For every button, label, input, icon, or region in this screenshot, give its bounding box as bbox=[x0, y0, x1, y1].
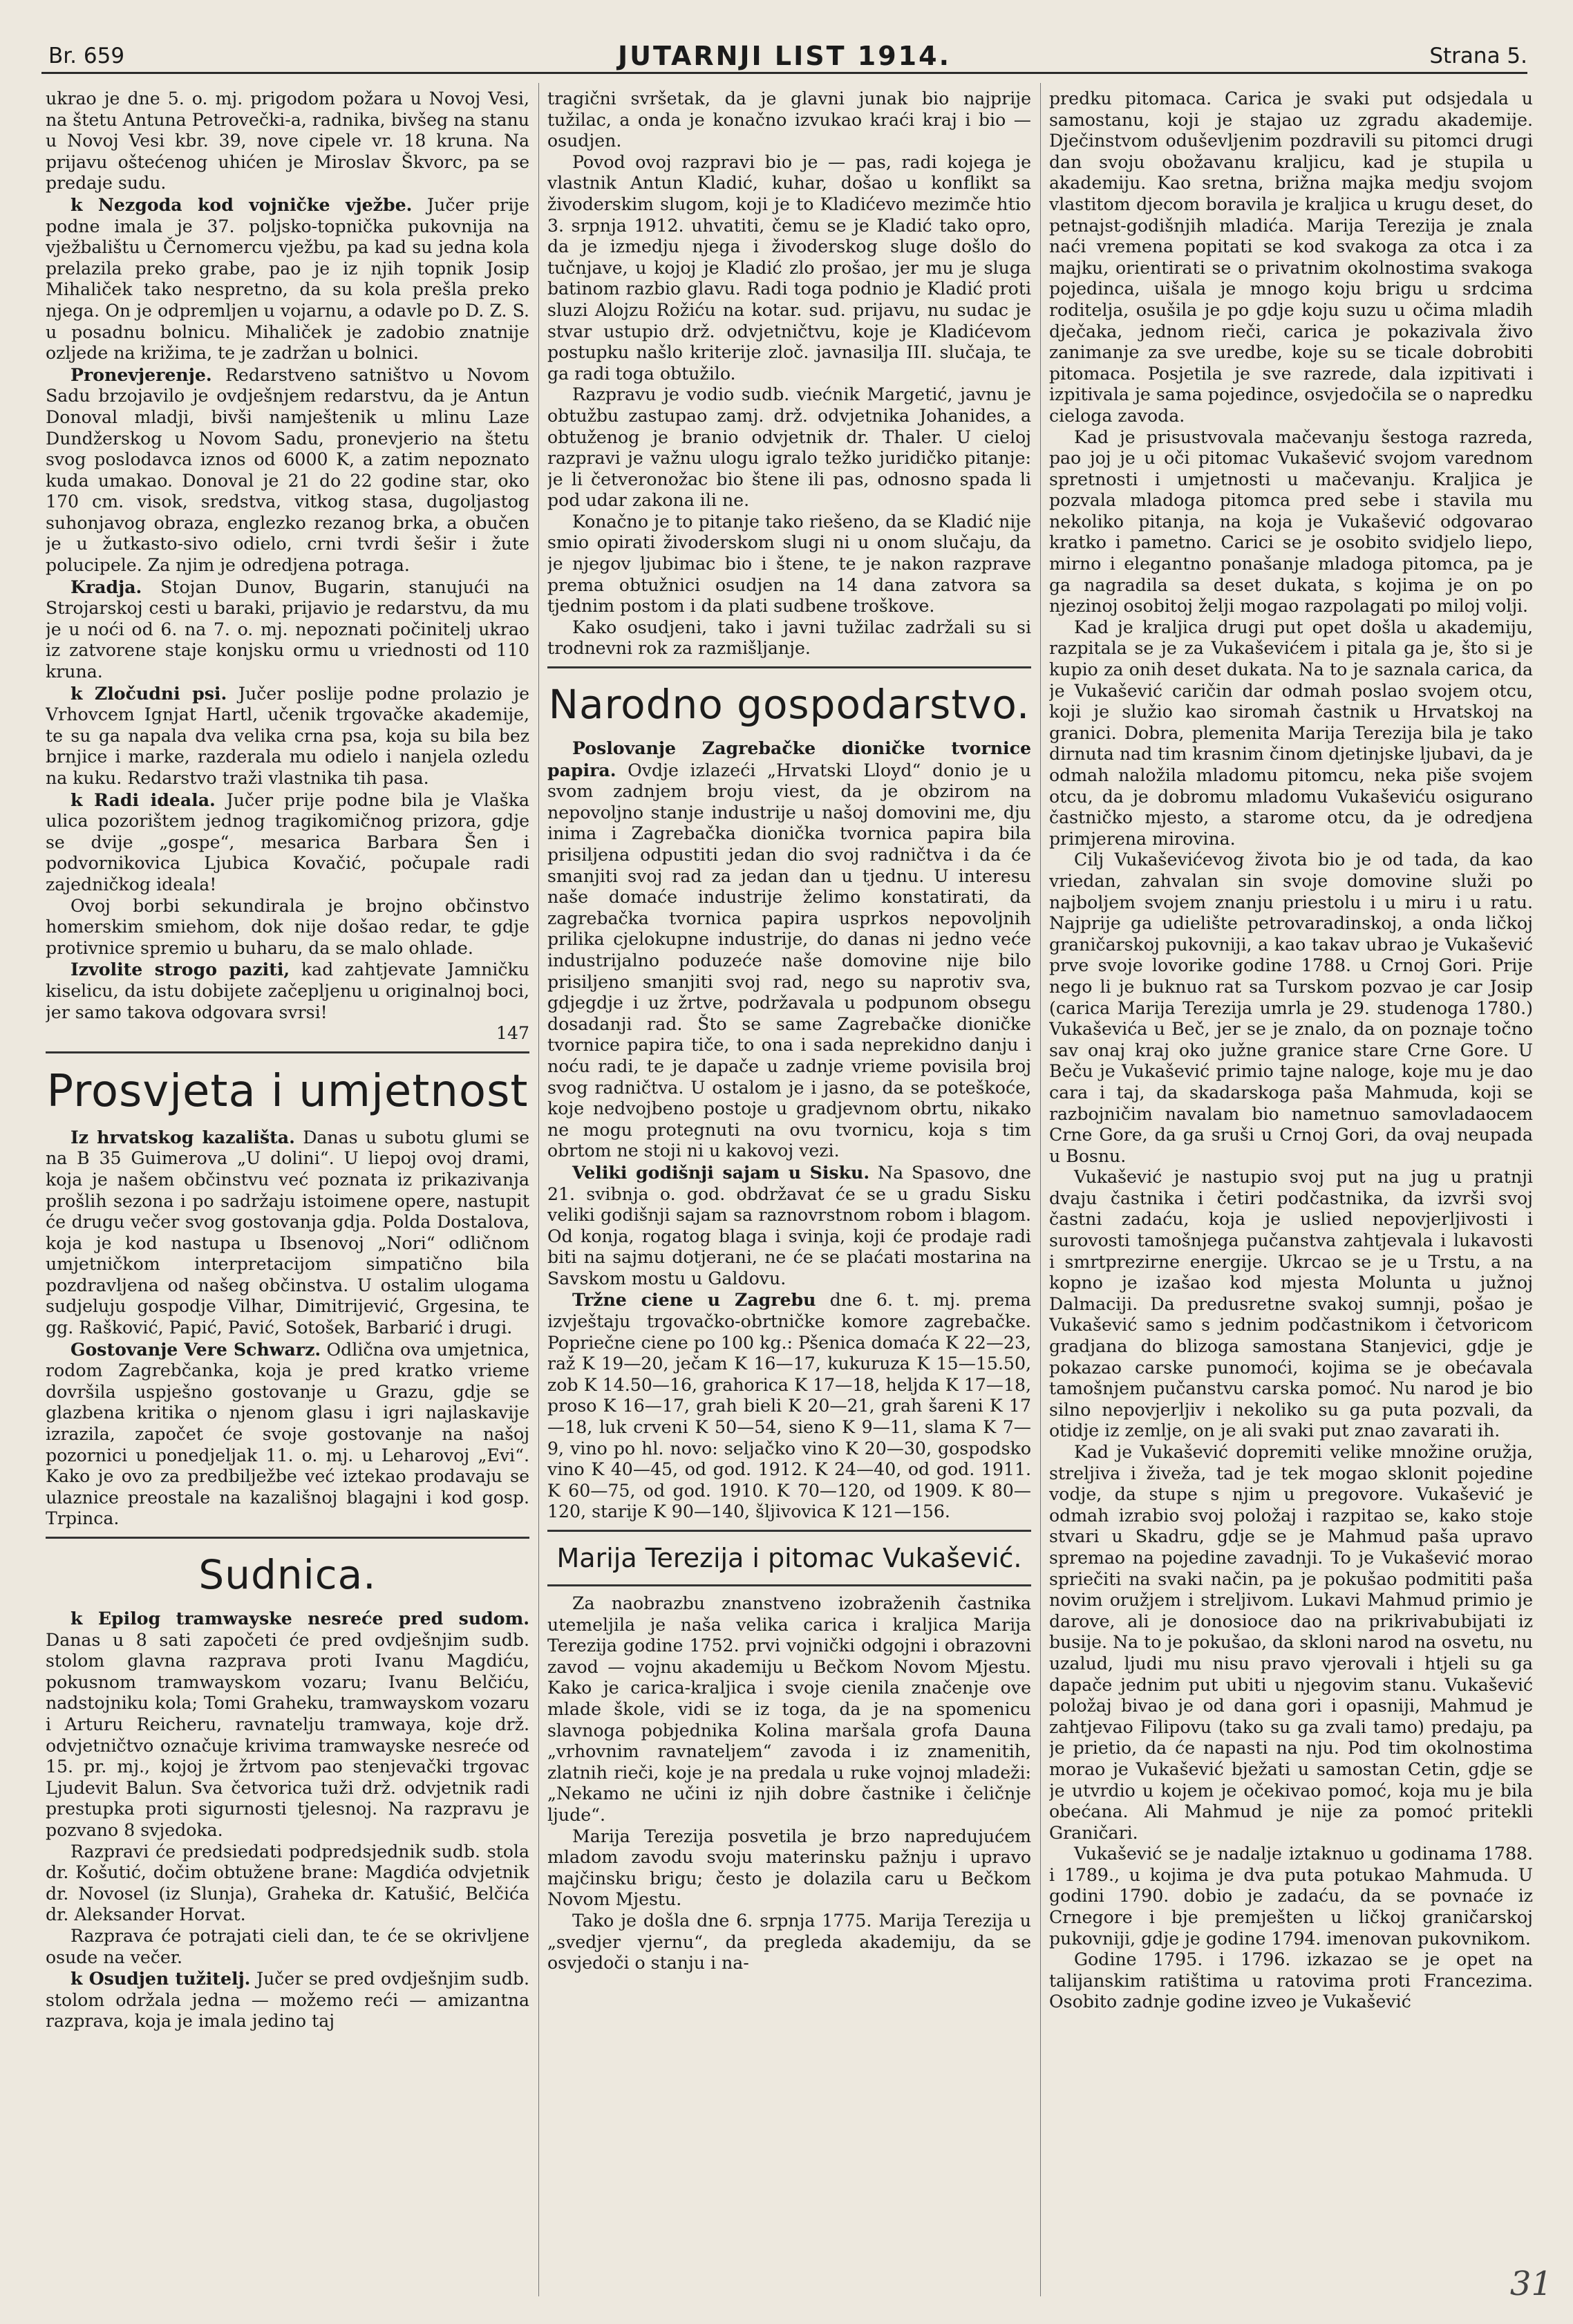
article bbox=[46, 1127, 529, 1339]
article-text: Danas u 8 sati započeti će pred ovdješnjim sudb. stolom glavna razprava proti Ivanu Magdiću, pokusnom tramwayskom vozaru; Ivanu Belčiću, nadstojniku kola; Tomi Graheku, tramwayskom vozaru i Arturu Reicheru, ravnatelju tramwaya, koje drž. odvjetničtvo označuje krivima tramwayske nesreće od 15. pr. mj., kojoj je žrtvom pao stenjevački trgovac Ljudevit Balun. Sva četvorica tuži drž. odvjetnik radi prestupka proti sigurnosti tjelesnoj. Na razpravu je pozvano 8 svjedoka. bbox=[46, 1629, 529, 1840]
article-text: Na Spasovo, dne 21. svibnja o. god. obdržavat će se u gradu Sisku veliki godišnji sajam sa raznovrstnom robom i blagom. Od konja, rogatog blaga i svinja, koji će prodaje radi biti na sajmu dotjerani, ne će se plaćati mostarina na Savskom mostu u Galdovu. bbox=[547, 1162, 1031, 1288]
article-text: Kad je prisustvovala mačevanju šestoga razreda, pao joj je u oči pitomac Vukašević svojom varednom spretnosti i umjetnosti u mačevanju. Kraljica je pozvala mladoga pitomca pred sebe i stavila mu nekoliko pitanja, na koja je Vukašević odgovarao kratko i pametno. Carici se je osobito svidjelo liepo, mirno i elegantno ponašanje mladoga pitomca, pa je ga nagradila sa deset dukata, s kojima je on po njezinoj osobitoj želji mogao razpolagati po miloj volji. bbox=[1049, 427, 1533, 617]
article-text: predku pitomaca. Carica je svaki put odsjedala u samostanu, koji je stajao uz zgradu akademije. Dječinstvom oduševljenim pozdravili su pitomci drugi dan svoju obožavanu kraljicu, kad je stupila u akademiju. Kao sretna, brižna majka medju svojom vlastitom djecom boravila je kraljica u krugu deset, do petnajst-godišnjih mladića. Marija Terezija je znala naći vremena popitati se kod svakoga za otca i za majku, orientirati se o privatnim okolnostima svakoga pojedinca, uišala je mnogo koju brigu u srdcima roditelja, osušila je po gdje koju suzu u očima mladih dječaka, jednom rieči, carica je pokazivala živo zanimanje za sve uredbe, koje su se ticale dobrobiti pitomaca. Posjetila je sve razrede, dala izpitivati i izpitivala je sama pojedince, osvjedočila se o napredku cieloga zavoda. bbox=[1049, 88, 1533, 426]
feature-title-box bbox=[547, 1530, 1031, 1586]
article-text: Jučer poslije podne prolazio je Vrhovcem Ignjat Hartl, učenik trgovačke akademije, te su ga napala dva velika crna psa, koja su bila bez brnjice i marke, razderala mu odielo i nanjela ozledu na kuku. Redarstvo traži vlastnika tih pasa. bbox=[46, 683, 529, 788]
column-divider bbox=[538, 83, 539, 2296]
article-text: Jučer prije podne bila je Vlaška ulica pozorištem jednog tragikomičnog prizora, gdje se dvije „gospe“, mesarica Barbara Šen i podvornikovica Ljubica Kovačić, počupale radi zajedničkog ideala! bbox=[46, 789, 529, 894]
article-text: Kad je kraljica drugi put opet došla u akademiju, razpitala se je za Vukaševićem i pitala ga je, što si je kupio za onih deset dukata. Na to je saznala carica, da je Vukašević caričin dar odmah poslao svojem otcu, koji je služio kao siromah častnik u Hrvatskoj na granici. Dobra, plemenita Marija Terezija bila je tako dirnuta nad tim krasnim činom djetinjske ljubavi, da je odmah naložila mladomu pitomcu, neka piše svojem otcu, da je dobromu mladomu Vukaševiću osigurano častničko mjesto, a starome otcu, da je odredjena primjerena mirovina. bbox=[1049, 617, 1533, 849]
article bbox=[547, 1289, 1031, 1523]
newspaper-title: JUTARNJI LIST 1914. bbox=[617, 41, 951, 71]
ad-number: 147 bbox=[496, 1023, 529, 1044]
article-heading: Gostovanje Vere Schwarz. bbox=[70, 1338, 321, 1360]
article bbox=[46, 1968, 529, 2032]
article bbox=[46, 683, 529, 789]
article bbox=[46, 1339, 529, 1530]
article-text: dne 6. t. mj. prema izvještaju trgovačko-obrtničke komore zagrebačke. Popriečne ciene po 100 kg.: Pšenica domaća K 22—23, raž K 19—20, ječam K 16—17, kukuruza K 15—15.50, zob K 14.50—16, grahorica K 17—18, heljda K 17—18, proso K 16—17, grah bieli K 20—21, grah šareni K 17—18, luk crveni K 50—54, sieno K 9—11, slama K 7—9, vino po hl. novo: seljačko vino K 20—30, gospodsko vino K 40—45, od god. 1912. K 24—40, od god. 1911. K 60—75, od god. 1910. K 70—120, od 1909. K 80—120, starije K 90—140, šljivovica K 121—156. bbox=[547, 1290, 1031, 1522]
article bbox=[46, 194, 529, 364]
article-heading: Poslovanje Zagrebačke dioničke tvornice papira. bbox=[547, 738, 1031, 780]
ad-text: kad zahtjevate Jamničku kiselicu, da istu dobijete začepljenu u originalnoj boci, jer samo takova odgovara svrsi! bbox=[46, 959, 529, 1022]
article-text: Vukašević se je nadalje iztaknuo u godinama 1788. i 1789., u kojima je dva puta potukao Mahmuda. U godini 1790. dobio je zadaću, da se povnaće iz Crnegore i bje premješten u ličkoj graničarskoj pukovniji, gdje je godine 1794. imenovan pukovnikom. bbox=[1049, 1844, 1533, 1949]
article-text: Vukašević je nastupio svoj put na jug u pratnji dvaju častnika i četiri podčastnika, da izvrši svoj častni zadaću, koja je uslied nepovjerljivosti i surovosti tamošnjega pučanstva zahtjevala i lukavosti i smrtprezirne energije. Ukrcao se je u Trstu, a na kopno je izašao kod mjesta Molunta u južnoj Dalmaciji. Da predusretne svakoj sumnji, pošao je Vukašević samo s jednim podčastnikom i četvoricom gradjana do blizoga samostana Stanjevici, gdje je pokazao carske punomoći, kojima se je obećavala tamošnjem pučanstvu carska pomoć. Nu narod je bio silno nepovjerljiv i nekoliko su ga puta pozvali, da otidje iz zemlje, on je ali svaki put znao zavarati ih. bbox=[1049, 1167, 1533, 1441]
article bbox=[46, 789, 529, 896]
article-text: Konačno je to pitanje tako riešeno, da se Kladić nije smio opirati živoderskom slugi ni u onom slučaju, da je njegov ljubimac bio i štene, te je nakon razprave prema obtužnici osudjen na 14 dana zatvora sa tjednim postom i da plati sudbene troškove. bbox=[547, 511, 1031, 617]
header-rule bbox=[41, 72, 1527, 74]
article-text: Tako je došla dne 6. srpnja 1775. Marija Terezija u „svedjer vjernu“, da pregleda akademiju, da se osvjedoči o stanju i na- bbox=[547, 1910, 1031, 1974]
feature-title: Marija Terezija i pitomac Vukašević. bbox=[556, 1543, 1022, 1573]
advertisement bbox=[46, 959, 529, 1023]
article-heading: Kradja. bbox=[70, 576, 142, 597]
article-heading: Iz hrvatskog kazališta. bbox=[70, 1126, 295, 1147]
column-3 bbox=[1049, 88, 1533, 2296]
article-text: Redarstveno satništvo u Novom Sadu brzojavilo je ovdješnjem redarstvu, da je Antun Donoval mladji, bivši namještenik u mlinu Laze Dundžerskog u Novom Sadu, pronevjerio na štetu svog poslodavca iznos od 6000 K, a zatim nepoznato kuda umakao. Donoval je 21 do 22 godine star, oko 170 cm. visok, sredstva, vitkog stasa, dugoljastog suhonjavog obraza, englezko rezanog brka, a obučen je u žutkasto-sivo odielo, crni tvrdi šešir i žute polucipele. Za njim je odredjena potraga. bbox=[46, 364, 529, 576]
article-text: Ovoj borbi sekundirala je brojno občinstvo homerskim smiehom, dok nije došao redar, te gdje protivnice spremio u buharu, da se malo ohlade. bbox=[46, 895, 529, 958]
article-text: ukrao je dne 5. o. mj. prigodom požara u Novoj Vesi, na štetu Antuna Petrovečki-a, radnika, bivšeg na stanu u Novoj Vesi kbr. 39, nove cipele vr. 18 kruna. Na prijavu oštećenog uhićen je Miroslav Škvorc, pa se predaje sudu. bbox=[46, 88, 529, 194]
masthead bbox=[41, 38, 1527, 71]
issue-number: Br. 659 bbox=[48, 44, 125, 68]
article-heading: k Nezgoda kod vojničke vježbe. bbox=[70, 194, 413, 215]
article-heading: Tržne ciene u Zagrebu bbox=[572, 1289, 816, 1311]
article-text: Godine 1795. i 1796. izkazao se je opet na talijanskim ratištima u ratovima proti Francezima. Osobito zadnje godine izveo je Vukašević bbox=[1049, 1949, 1533, 2012]
article-text: Kad je Vukašević dopremiti velike množine oružja, streljiva i živeža, tad je tek mogao sklonit pojedine vodje, da stupe s njim u pregovore. Vukašević je odmah izrabio svoj položaj i razpitao se, kako stoje stvari u Skadru, gdje se je Mahmud paša upravo spremao na pojedine zavadnji. To je Vukašević morao spriečiti na svaki način, pa je pokušao podmititi paša novim oružjem i streljivom. Lukavi Mahmud primio je darove, ali je donosioce dao na prikrivabubijati iz busije. Na to je pokušao, da skloni narod na osvetu, nu uzalud, ljudi mu nisu pravo vjerovali i htjeli su ga dapače jednim put ubiti u njegovim stanu. Vukašević položaj bivao je od dana gori i opasniji, Mahmud je zahtjevao Filipovu (tako su ga zvali tamo) predaju, pa je prietio, da će napasti na nju. Pod tim okolnostima morao je Vukašević bježati u samostan Cetin, gdje se je utvrdio u kojem je očekivao pomoć, koja mu je bila obećana. Ali Mahmud je nije za pomoć pritekli Graničari. bbox=[1049, 1442, 1533, 1843]
article bbox=[46, 1608, 529, 1842]
section-rule bbox=[547, 666, 1031, 668]
article-text: Cilj Vukaševićevog života bio je od tada, da kao vriedan, zahvalan sin svoje domovine služi po najboljem svojem znanju priestolu i u miru i u ratu. Najprije ga udielište petrovaradinskoj, a onda ličkoj graničarskoj pukovniji, a kao takav ubrao je Vukašević prve svoje lovorike godine 1788. u Crnoj Gori. Prije nego li je buknuo rat sa Turskom pozvao je car Josip (carica Marija Terezija umrla je 29. studenoga 1780.) Vukaševića u Beč, jer se je znalo, da on poznaje točno sav onaj kraj oko južne granice stare Crne Gore. U Beču je Vukašević primio tajne naloge, koje mu je dao cara i taj, da skadarskoga paša Mahmuda, koji se razbojničim navalam bio nametnuo samovladaocem Crne Gore, da ga sruši u Crnoj Gori, da ovaj neupada u Bosnu. bbox=[1049, 850, 1533, 1166]
article-text: Povod ovoj razpravi bio je — pas, radi kojega je vlastnik Antun Kladić, kuhar, došao u konflikt sa živoderskim slugom, koji je to Kladićevo mezimče htio 3. srpnja 1912. uhvatiti, čemu se je Kladić tako opro, da je izmedju njega i živoderskog sluge došlo do tučnjave, u kojoj je Kladić zlo prošao, jer mu je sluga batinom razbio glavu. Radi toga podnio je Kladić proti sluzi Alojzu Rožiću na kotar. sud. prijavu, nu sudac je stvar ustupio drž. odvjetničtvu, koje je Kladićevom postupku našlo kriterije zloč. javnasilja III. slučaja, te ga radi toga obtužilo. bbox=[547, 151, 1031, 384]
article-heading: Veliki godišnji sajam u Sisku. bbox=[572, 1161, 870, 1183]
article-text: Kako osudjeni, tako i javni tužilac zadržali su si trodnevni rok za razmišljanje. bbox=[547, 617, 1031, 659]
article-heading: k Osudjen tužitelj. bbox=[70, 1968, 251, 1989]
article-text: Stojan Dunov, Bugarin, stanujući na Strojarskoj cesti u baraki, prijavio je redarstvu, da mu je u noći od 6. na 7. o. mj. nepoznati počinitelj ukrao iz zatvorene staje konjsku ormu u vriednosti od 110 kruna. bbox=[46, 577, 529, 682]
section-title-narodno: Narodno gospodarstvo. bbox=[548, 681, 1030, 729]
section-rule bbox=[46, 1537, 529, 1539]
article bbox=[547, 1162, 1031, 1290]
column-divider bbox=[1040, 83, 1041, 2296]
article-text: Jučer prije podne imala je 37. poljsko-topnička pukovnija na vježbalištu u Černomercu vježbu, pa kad su jedna kola prelazila preko grabe, pao je iz njih topnik Josip Mihaliček tako nespretno, da su kola prešla preko njega. On je odpremljen u vojarnu, a odavle po D. Z. S. u posadnu bolnicu. Mihaliček je zadobio znatnije ozljede na križima, te je zadržan u bolnici. bbox=[46, 194, 529, 364]
section-rule bbox=[46, 1051, 529, 1053]
article-text: Za naobrazbu znanstveno izobraženih častnika utemeljila je naša velika carica i kraljica Marija Terezija godine 1752. prvi vojnički odgojni i obrazovni zavod — vojnu akademiju u Bečkom Novom Mjestu. Kako je carica-kraljica i svoje cienila značenje ove mlade škole, vidi se iz toga, da je na spomenicu slavnoga pobjednika Kolina maršala grofa Dauna „vrhovnim ravnateljem“ zavoda i iz znamenitih, zlatnih rieči, koje je na predala u ruke vojnoj mladeži: „Nekamo ne učini iz njih dobre častnike i čeličnje ljude“. bbox=[547, 1593, 1031, 1825]
page-number: Strana 5. bbox=[1429, 44, 1527, 68]
article-heading: k Radi ideala. bbox=[70, 789, 216, 810]
section-title-prosvjeta: Prosvjeta i umjetnost bbox=[46, 1065, 529, 1117]
article-text: Razprava će potrajati cieli dan, te će se okrivljene osude na večer. bbox=[46, 1925, 529, 1967]
article-text: Razpravu je vodio sudb. viećnik Margetić, javnu je obtužbu zastupao zamj. drž. odvjetnika Johanides, a obtuženog je branio odvjetnik dr. Thaler. U cieloj razpravi je važnu ulogu igralo težko juridičko pitanje: je li četveronožac bio štene ili pas, odnosno spada li pod udar zakona ili ne. bbox=[547, 384, 1031, 511]
article-text: Jučer se pred ovdješnjim sudb. stolom održala jedna — možemo reći — amizantna razprava, koja je imala jedino taj bbox=[46, 1969, 529, 2032]
article-text: tragični svršetak, da je glavni junak bio najprije tužilac, a onda je konačno izvukao kraći kraj i bio — osudjen. bbox=[547, 88, 1031, 151]
article-text: Danas u subotu glumi se na B 35 Guimerova „U dolini“. U liepoj ovoj drami, koja je našem občinstvu već poznata iz prikazivanja prošlih sezona i po sadržaju istoimene opere, nastupit će drugu večer svog gostovanja gdja. Polda Dostalova, koja je kod nastupa u Ibsenovoj „Nori“ odličnom umjetničkom interpretacijom simpatično bila pozdravljena od našeg občinstva. U ostalim ulogama sudjeluju gospodje Vilhar, Dimitrijević, Grgesina, te gg. Rašković, Papić, Pavić, Sotošek, Barbarić i drugi. bbox=[46, 1127, 529, 1338]
article bbox=[46, 577, 529, 683]
column-1 bbox=[46, 88, 529, 2296]
ad-heading: Izvolite strogo paziti, bbox=[70, 959, 290, 980]
article-text: Ovdje izlazeći „Hrvatski Lloyd“ donio je u svom zadnjem broju viest, da je obzirom na nepovoljno stanje industrije u našoj domovini me, dju inima i Zagrebačka dionička tvornica papira bila prisiljena odpustiti jedan dio svoj radničtva i da će smanjiti svoj rad za jedan dan u tjednu. U interesu naše domaće industrije želimo konstatirati, da zagrebačka tvornica papira usprkos nepovoljnih prilika cjelokupne industrije, do danas ni jedno veće industrijalno poduzeće naše domovine nije bilo prisiljeno smanjiti svoj rad, nego su naprotiv sva, gdjegdje i uz žrtve, podržavala u podpunom obsegu dosadanji rad. Što se same Zagrebačke dioničke tvornice papira tiče, to ona i sada neprekidno danju i noću radi, te je dapače u zadnje vrieme povisila broj svog radničtva. U ostalom je i jasno, da se poteškoće, koje nedvojbeno postoje u gradjevnom obrtu, nikako ne mogu protegnuti na ovu tvornicu, koja s tim obrtom ne stoji ni u kakovoj vezi. bbox=[547, 760, 1031, 1161]
section-title-sudnica: Sudnica. bbox=[198, 1551, 377, 1598]
article-heading: k Epilog tramwayske nesreće pred sudom. bbox=[70, 1608, 529, 1629]
article-text: Razpravi će predsiedati podpredsjednik sudb. stola dr. Košutić, dočim obtužene brane: Magdića odvjetnik dr. Novosel (iz Slunja), Graheka dr. Katušić, Belčića dr. Aleksander Horvat. bbox=[46, 1841, 529, 1925]
article-heading: k Zločudni psi. bbox=[70, 682, 227, 704]
article bbox=[547, 738, 1031, 1162]
article-heading: Pronevjerenje. bbox=[70, 364, 212, 385]
article bbox=[46, 364, 529, 577]
article-text: Marija Terezija posvetila je brzo napredujućem mladom zavodu svoju materinsku pažnju i upravo majčinsku brigu; često je dolazila caru u Bečkom Novom Mjestu. bbox=[547, 1826, 1031, 1910]
article-text: Odlična ova umjetnica, rodom Zagrebčanka, koja je pred kratko vrieme dovršila uspješno gostovanje u Grazu, gdje se glazbena kritika o njenom glasu i igri najlaskavije izrazila, započet će svoje gostovanje na našoj pozornici u ponedjeljak 11. o. mj. u Leharovoj „Evi“. Kako je ovo za predbilježbe već iztekao prodavaju se ulaznice preostale na kazališnoj blagajni i kod gosp. Trpinca. bbox=[46, 1339, 529, 1529]
column-2 bbox=[547, 88, 1031, 2296]
handwritten-folio-number: 31 bbox=[1509, 2265, 1552, 2303]
